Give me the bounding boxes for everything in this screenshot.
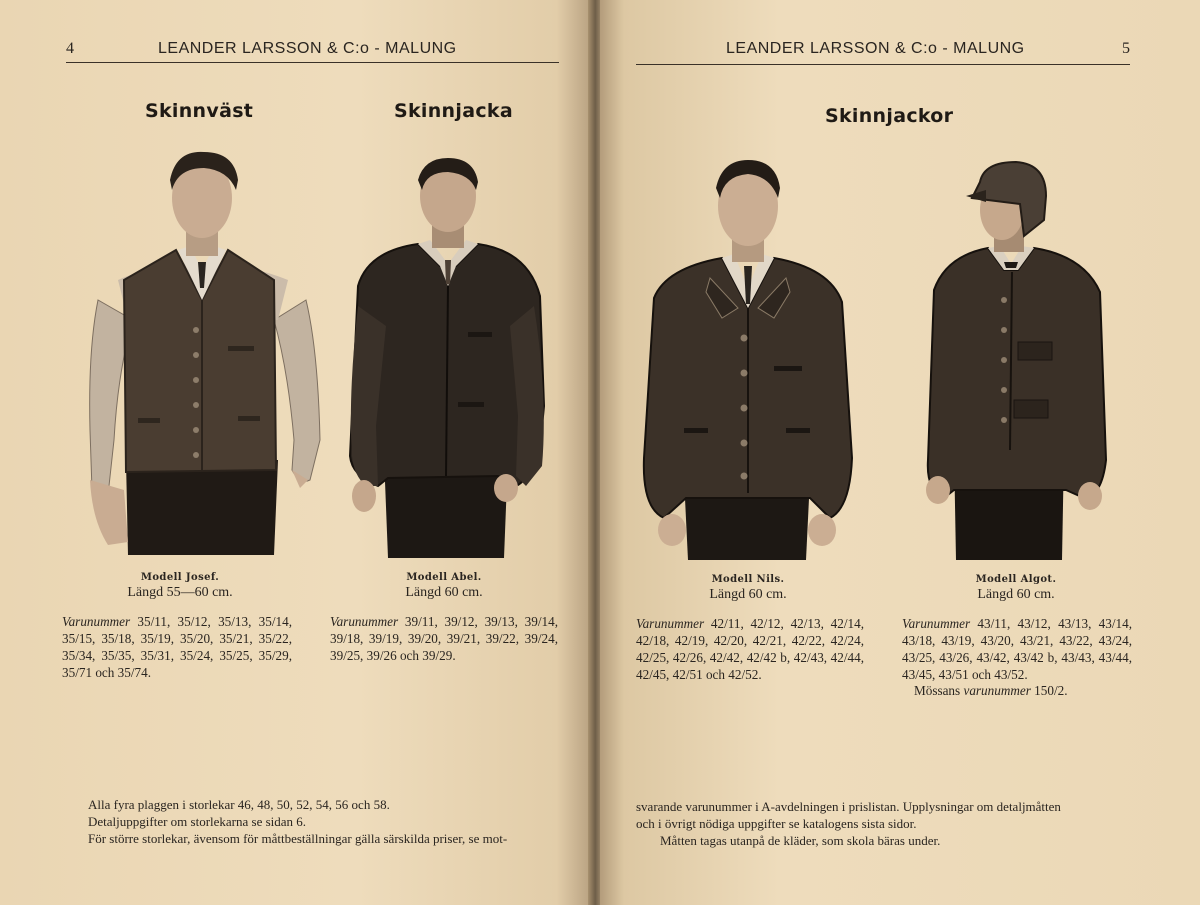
articles-label: Varunummer	[330, 614, 399, 629]
cap-article-number	[914, 683, 1068, 699]
articles-list: 39/11, 39/12, 39/13, 39/14, 39/18, 39/19, 39/20, 39/21, 39/22, 39/24, 39/25, 39/26 och 39/29.	[330, 614, 558, 663]
model-name: Modell Nils.	[711, 574, 785, 585]
model-length: Längd 60 cm.	[977, 587, 1055, 602]
model-name: Modell Abel.	[406, 572, 482, 583]
note-line: Måtten tagas utanpå de kläder, som skola bäras under.	[660, 833, 941, 848]
cap-label: varunummer	[963, 683, 1031, 698]
header-rule	[66, 62, 559, 63]
man-in-leather-jacket-and-cap-photo	[924, 160, 1110, 562]
left-page	[0, 0, 592, 905]
model-length: Längd 60 cm.	[709, 587, 787, 602]
right-page	[600, 0, 1200, 905]
note-line: För större storlekar, ävensom för måttbeställningar gälla särskilda priser, se mot-	[88, 831, 508, 846]
articles-label: Varunummer	[62, 614, 131, 629]
note-line: Alla fyra plaggen i storlekar 46, 48, 50, 52, 54, 56 och 58.	[88, 797, 390, 812]
note-line: Detaljuppgifter om storlekarna se sidan 6.	[88, 814, 307, 829]
cap-prefix: Mössans	[914, 683, 961, 698]
article-numbers	[62, 613, 292, 681]
articles-list: 42/11, 42/12, 42/13, 42/14, 42/18, 42/19, 42/20, 42/21, 42/22, 42/24, 42/25, 42/26, 42/42, 42/42 b, 42/43, 42/44, 42/45, 42/51 och 42/52.	[636, 616, 864, 682]
articles-list: 35/11, 35/12, 35/13, 35/14, 35/15, 35/18, 35/19, 35/20, 35/21, 35/22, 35/34, 35/35, 35/31, 35/24, 35/25, 35/29, 35/71 och 35/74.	[62, 614, 292, 680]
page-number: 5	[1122, 40, 1130, 57]
man-in-leather-jacket-nils-photo	[640, 158, 856, 562]
running-head: LEANDER LARSSON & C:o - MALUNG	[158, 40, 457, 57]
heading-jacket: Skinnjacka	[394, 100, 513, 122]
man-in-leather-jacket-photo	[348, 156, 548, 561]
articles-label: Varunummer	[902, 616, 971, 631]
articles-label: Varunummer	[636, 616, 705, 631]
running-head: LEANDER LARSSON & C:o - MALUNG	[726, 40, 1025, 57]
size-note	[88, 796, 568, 847]
note-line: och i övrigt nödiga uppgifter se katalogens sista sidor.	[636, 816, 917, 831]
model-length: Längd 60 cm.	[405, 585, 483, 600]
model-name: Modell Algot.	[975, 574, 1057, 585]
header-rule	[636, 64, 1130, 65]
page-number: 4	[66, 40, 74, 57]
cap-number: 150/2.	[1034, 683, 1068, 698]
model-name: Modell Josef.	[140, 572, 220, 583]
article-numbers	[636, 615, 864, 683]
man-in-leather-vest-photo	[78, 150, 326, 560]
article-numbers	[330, 613, 558, 664]
note-line: svarande varunummer i A-avdelningen i prislistan. Upplysningar om detaljmåtten	[636, 799, 1061, 814]
model-length: Längd 55—60 cm.	[127, 585, 233, 600]
size-note-continued	[636, 798, 1136, 849]
heading-vest: Skinnväst	[145, 100, 254, 122]
article-numbers	[902, 615, 1132, 683]
heading-jackets: Skinnjackor	[825, 105, 954, 127]
articles-list: 43/11, 43/12, 43/13, 43/14, 43/18, 43/19, 43/20, 43/21, 43/22, 43/24, 43/25, 43/26, 43/42, 43/42 b, 43/43, 43/44, 43/45, 43/51 och 43/52.	[902, 616, 1132, 682]
